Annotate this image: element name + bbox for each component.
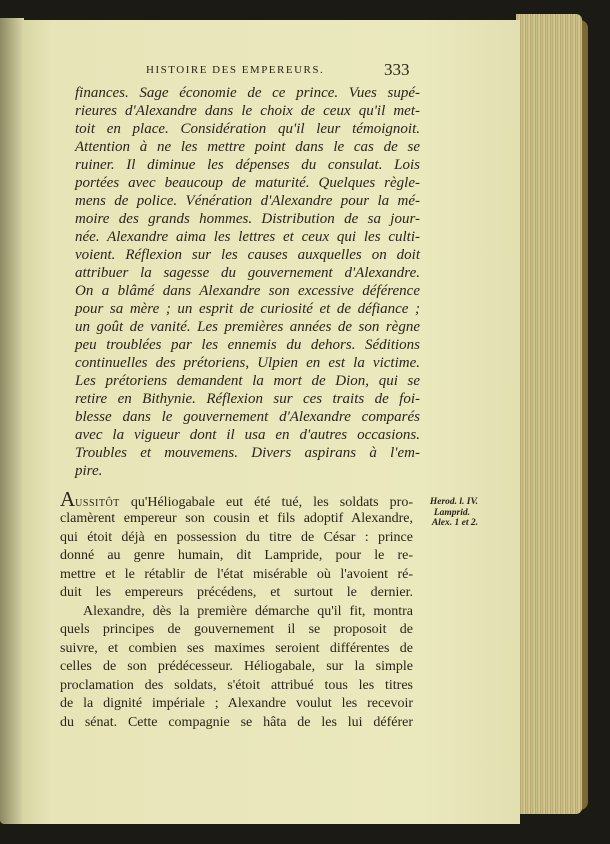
margin-note-line: Lamprid.	[433, 507, 470, 518]
left-page-edge	[0, 18, 24, 824]
body-line: clamèrent empereur son cousin et fils adoptif Alexandre,	[60, 511, 413, 526]
drop-cap: A	[60, 487, 76, 511]
margin-note	[420, 497, 478, 529]
body-line: mettre et le rétablir de l'état misérable où l'avoient ré-	[60, 566, 413, 582]
summary-line: On a blâmé dans Alexandre son excessive déférence	[75, 283, 420, 299]
summary-line: toit en place. Considération qu'il leur témoignoit.	[75, 121, 420, 137]
body-text	[60, 488, 413, 732]
body-line: proclamation des soldats, s'étoit attribué tous les titres	[60, 677, 413, 693]
summary-line: mens de police. Vénération d'Alexandre pour la mé-	[75, 193, 420, 209]
body-line: celles de son prédécesseur. Héliogabale, sur la simple	[60, 659, 413, 674]
summary-line: continuelles des prétoriens, Ulpien en est la victime.	[75, 355, 420, 371]
summary-line: née. Alexandre aima les lettres et ceux qui les culti-	[75, 229, 420, 245]
chapter-summary	[75, 84, 420, 480]
small-caps: USSITÔT	[75, 498, 120, 509]
body-line: Alexandre, dès la première démarche qu'il fit, montra	[60, 603, 413, 619]
summary-line: pire.	[75, 463, 103, 479]
body-line	[60, 488, 413, 510]
body-line: donné au genre humain, dit Lampride, pour le re-	[60, 548, 413, 563]
summary-line: retire en Bithynie. Réflexion sur ces traits de foi-	[75, 391, 420, 407]
page-number: 333	[384, 60, 410, 79]
body-line: suivre, et combien ses maximes seroient différentes de	[60, 640, 413, 656]
summary-line: peu troublées par les ennemis du dehors. Séditions	[75, 337, 420, 353]
summary-line: Troubles et mouvemens. Divers aspirans à l'em-	[75, 445, 420, 461]
summary-line: ruiner. Il diminue les dépenses du consulat. Lois	[75, 157, 420, 173]
summary-line: voient. Réflexion sur les causes auxquelles on doit	[75, 247, 420, 263]
summary-line: rieures d'Alexandre dans le choix de ceux qu'il met-	[75, 103, 420, 119]
summary-line: pour sa mère ; un esprit de curiosité et de défiance ;	[75, 301, 420, 317]
summary-line: portées avec beaucoup de maturité. Quelques règle-	[75, 175, 420, 191]
summary-line: Attention à ne les mettre point dans le cas de se	[75, 139, 420, 155]
summary-line: un goût de vanité. Les premières années de son règne	[75, 319, 420, 335]
margin-note-line: Herod. l. IV.	[429, 497, 478, 507]
summary-line: Les prétoriens demandent la mort de Dion, qui se	[75, 373, 420, 389]
summary-line: blesse dans le gouvernement d'Alexandre comparés	[75, 409, 420, 425]
body-line-text: qu'Héliogabale eut été tué, les soldats pro-	[119, 495, 413, 510]
margin-note-line: Alex. 1 et 2.	[431, 518, 478, 528]
body-line: duit les empereurs précédens, et surtout le dernier.	[60, 585, 413, 600]
summary-line: attribuer la sagesse du gouvernement d'Alexandre.	[75, 265, 420, 281]
summary-line: finances. Sage économie de ce prince. Vues supé-	[75, 85, 420, 101]
summary-line: avec la vigueur dont il usa en d'autres occasions.	[75, 427, 420, 443]
body-line: qui étoit déjà en possession du titre de César : prince	[60, 529, 413, 545]
body-line: du sénat. Cette compagnie se hâta de les lui déférer	[60, 714, 413, 730]
running-title: HISTOIRE DES EMPEREURS.	[146, 64, 325, 76]
page-stack-edge	[516, 14, 582, 814]
body-line: de la dignité impériale ; Alexandre voulut les recevoir	[60, 696, 413, 711]
body-line: quels principes de gouvernement il se proposoit de	[60, 622, 413, 637]
summary-line: moire des grands hommes. Distribution de sa jour-	[75, 211, 420, 227]
